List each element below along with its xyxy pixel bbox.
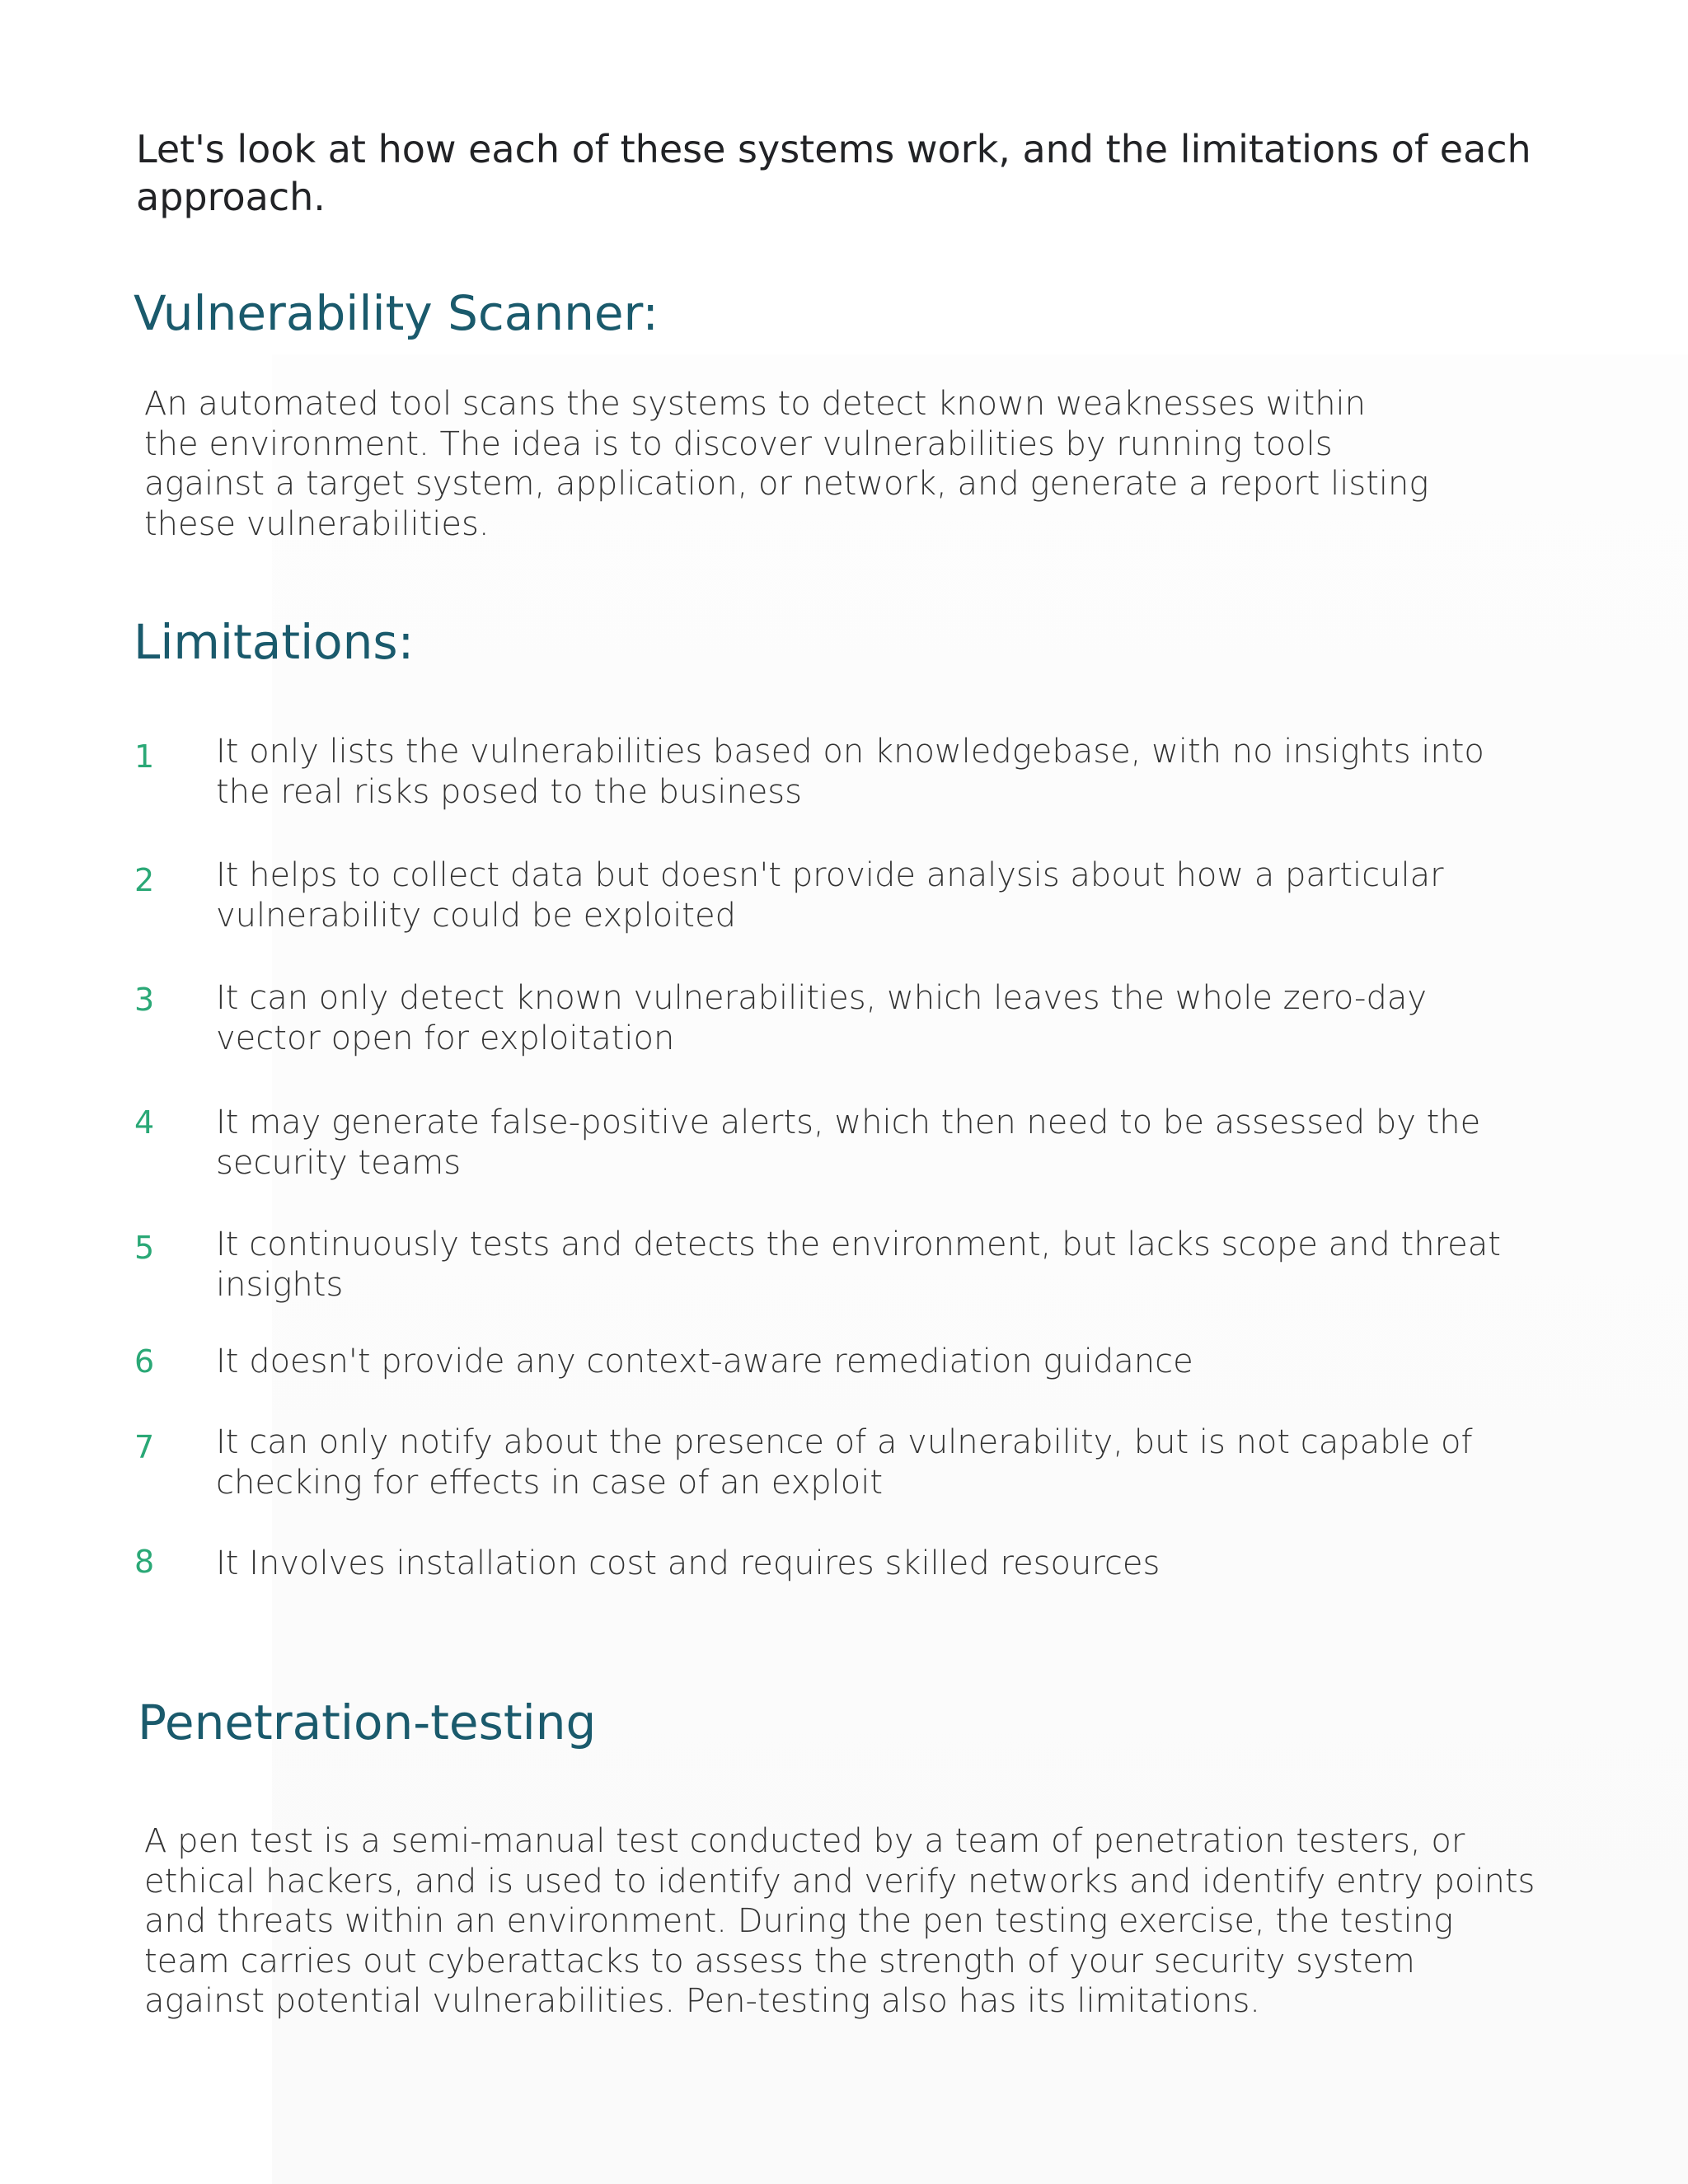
item-number: 4 — [134, 1104, 155, 1141]
item-number: 5 — [134, 1230, 155, 1266]
item-text: It only lists the vulnerabilities based on knowledgebase, with no insights into the real risks posed to the business — [216, 733, 1484, 811]
item-text: It can only detect known vulnerabilities, which leaves the whole zero-day vector open for exploitation — [216, 979, 1428, 1057]
item-text: It may generate false-positive alerts, which then need to be assessed by the security teams — [216, 1104, 1481, 1182]
intro-text: Let's look at how each of these systems work, and the limitations of each approach. — [136, 127, 1531, 219]
item-number: 1 — [134, 738, 155, 775]
item-text: It Involves installation cost and requires skilled resources — [216, 1544, 1160, 1582]
item-text: It doesn't provide any context-aware remediation guidance — [216, 1343, 1193, 1380]
pentest-body: A pen test is a semi-manual test conducted by a team of penetration testers, or ethical hackers, and is used to identify and verify networks and identify entry points and threats within an environment. During the pen testing exercise, the testing team carries out cyberattacks to assess the strength of your security system against potential vulnerabilities. Pen-testing also has its limitations. — [144, 1822, 1536, 2020]
pentest-heading: Penetration-testing — [138, 1694, 597, 1750]
limitations-heading: Limitations: — [134, 614, 415, 670]
item-text: It continuously tests and detects the environment, but lacks scope and threat insights — [216, 1226, 1501, 1304]
item-number: 3 — [134, 982, 155, 1018]
item-number: 8 — [134, 1544, 155, 1580]
item-number: 6 — [134, 1343, 155, 1380]
item-text: It can only notify about the presence of a vulnerability, but is not capable of checking for effects in case of an exploit — [216, 1423, 1473, 1502]
item-number: 7 — [134, 1429, 155, 1465]
item-text: It helps to collect data but doesn't provide analysis about how a particular vulnerability could be exploited — [216, 856, 1444, 935]
scanner-body: An automated tool scans the systems to detect known weaknesses within the environment. The idea is to discover vulnerabilities by running tools against a target system, application, or network, and generate a report listing these vulnerabilities. — [144, 385, 1429, 543]
item-number: 2 — [134, 862, 155, 898]
scanner-heading: Vulnerability Scanner: — [134, 285, 659, 341]
